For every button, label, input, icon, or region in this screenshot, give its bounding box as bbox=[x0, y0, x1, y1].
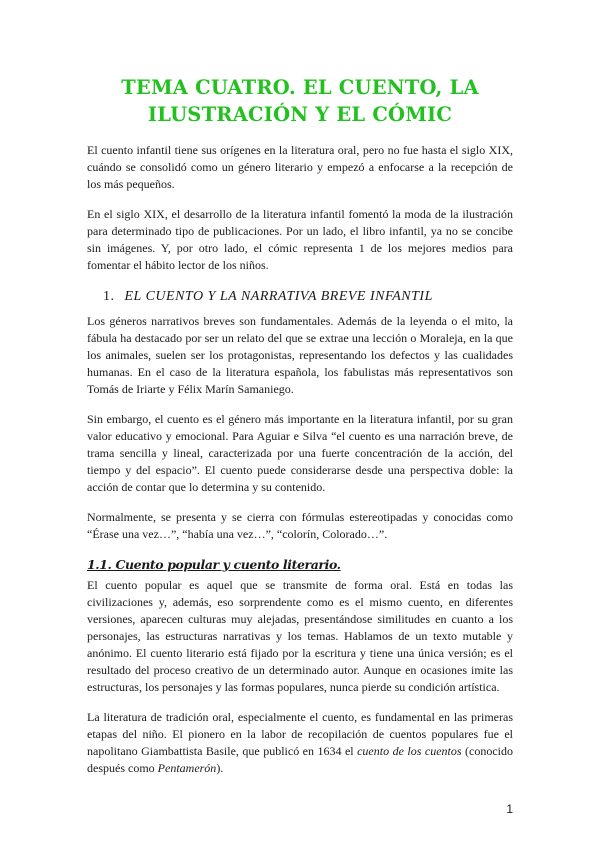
intro-paragraph-1: El cuento infantil tiene sus orígenes en la literatura oral, pero no fue hasta el siglo XIX, cuándo se consolidó como un género literario y empezó a enfocarse a la recepción de los más pequeños. bbox=[87, 143, 513, 191]
section-1-paragraph-1: Los géneros narrativos breves son fundamentales. Además de la leyenda o el mito, la fábula ha destacado por ser un relato del que se extrae una lección o Moraleja, en la que los animales, suelen ser los protagonistas, representando los defectos y las cualidades humanas. En el caso de la literatura española, los fabulistas más representativos son Tomás de Iriarte y Félix Marín Samaniego. bbox=[87, 314, 513, 396]
p2-italic-title-2: Pentamerón bbox=[157, 761, 217, 775]
title-line-1: TEMA CUATRO. EL CUENTO, LA bbox=[121, 76, 479, 99]
p2-text-end: ). bbox=[216, 761, 224, 775]
section-1-paragraph-3: Normalmente, se presenta y se cierra con fórmulas estereotipadas y conocidas como “Érase una vez…”, “había una vez…”, “colorín, Colorado…”. bbox=[87, 510, 513, 541]
subsection-1-1-heading: 1.1. Cuento popular y cuento literario. bbox=[87, 557, 341, 572]
intro-paragraph-2: En el siglo XIX, el desarrollo de la literatura infantil fomentó la moda de la ilustración para determinado tipo de publicaciones. Por un lado, el libro infantil, ya no se concibe sin imágenes. Y, por otro lado, el cómic representa 1 de los mejores medios para fomentar el hábito lector de los niños. bbox=[87, 207, 513, 272]
page-number: 1 bbox=[506, 802, 513, 816]
p2-text-middle: (conocido después como bbox=[87, 744, 513, 775]
p2-text-start: La literatura de tradición oral, especialmente el cuento, es fundamental en las primeras etapas del niño. El pionero en la labor de recopilación de cuentos populares fue el napolitano Giambattista Basile, que publicó en 1634 el bbox=[87, 710, 513, 758]
title-line-2: ILUSTRACIÓN Y EL CÓMIC bbox=[147, 103, 453, 126]
document-title bbox=[87, 74, 513, 128]
subsection-1-1-paragraph-1: El cuento popular es aquel que se transmite de forma oral. Está en todas las civilizaciones y, además, eso sorprendente como es el mismo cuento, en diferentes versiones, aparecen culturas muy alejadas, presentándose similitudes en cuanto a los personajes, las estructuras narrativas y los temas. Hablamos de un texto mutable y anónimo. El cuento literario está fijado por la escritura y tiene una única versión; es el resultado del proceso creativo de un determinado autor. Aunque en ocasiones imite las estructuras, los personajes y las formas populares, nunca pierde su condición artística. bbox=[87, 578, 513, 694]
section-1-heading-text: EL CUENTO Y LA NARRATIVA BREVE INFANTIL bbox=[124, 289, 433, 304]
subsection-1-1-paragraph-2 bbox=[87, 709, 513, 777]
section-1-number: 1. bbox=[103, 289, 115, 304]
section-1-paragraph-2: Sin embargo, el cuento es el género más importante en la literatura infantil, por su gran valor educativo y emocional. Para Aguiar e Silva “el cuento es una narración breve, de trama sencilla y lineal, caracterizada por una fuerte concentración de la acción, del tiempo y del espacio”. El cuento puede considerarse desde una perspectiva doble: la acción de contar que lo determina y su contenido. bbox=[87, 412, 513, 494]
p2-italic-title-1: cuento de los cuentos bbox=[357, 744, 462, 758]
section-1-heading bbox=[87, 287, 513, 307]
